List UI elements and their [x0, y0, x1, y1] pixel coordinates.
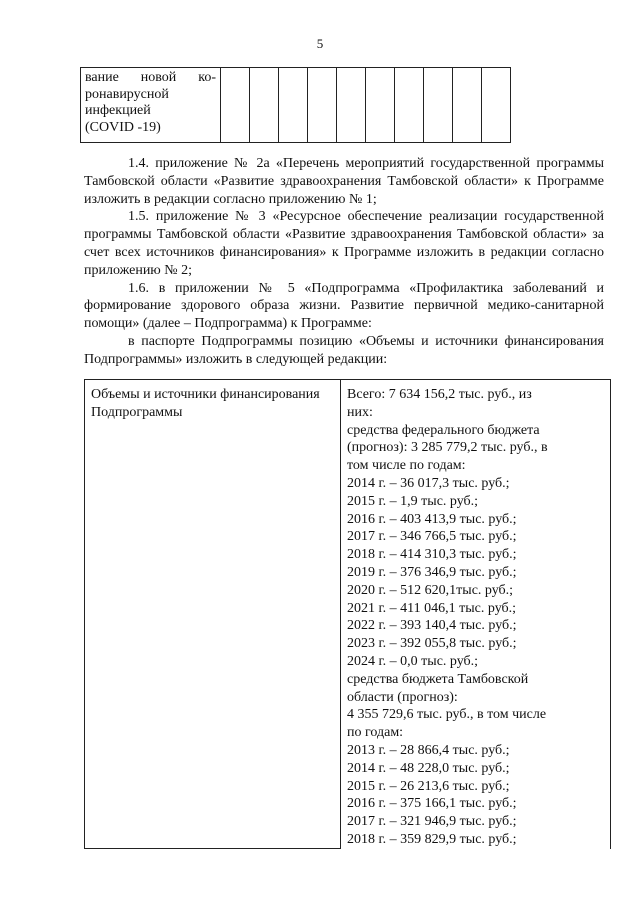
cell-text-line: ронавирусной — [85, 86, 169, 102]
financing-label-cell: Объемы и источники финансирования Подпрограммы — [85, 380, 341, 849]
financing-line: 4 355 729,6 тыс. руб., в том числе — [347, 707, 547, 723]
empty-cell — [424, 68, 453, 143]
financing-line: 2016 г. – 403 413,9 тыс. руб.; — [347, 511, 517, 527]
empty-cell — [279, 68, 308, 143]
financing-line: 2014 г. – 36 017,3 тыс. руб.; — [347, 475, 510, 491]
empty-cell — [395, 68, 424, 143]
financing-line: средства федерального бюджета — [347, 422, 540, 438]
paragraph-1-5: 1.5. приложение № 3 «Ресурсное обеспечение реализации государственной программы Тамбовской области «Развитие здравоохранения Тамбовской области» за счет всех источников финансирования» к Программе изложить в редакции согласно приложению № 2; — [84, 209, 604, 278]
financing-line: 2023 г. – 392 055,8 тыс. руб.; — [347, 636, 517, 652]
financing-line: 2018 г. – 359 829,9 тыс. руб.; — [347, 831, 517, 847]
financing-line: Всего: 7 634 156,2 тыс. руб., из — [347, 387, 532, 402]
body-text — [84, 155, 604, 369]
empty-cell — [453, 68, 482, 143]
empty-cell — [482, 68, 511, 143]
financing-line: том числе по годам: — [347, 458, 466, 474]
empty-cell — [337, 68, 366, 143]
financing-line: 2015 г. – 26 213,6 тыс. руб.; — [347, 778, 510, 794]
financing-line: 2016 г. – 375 166,1 тыс. руб.; — [347, 796, 517, 812]
cell-text-line: вание новой ко- — [85, 70, 216, 85]
paragraph-1-4: 1.4. приложение № 2а «Перечень мероприятий государственной программы Тамбовской области «Развитие здравоохранения Тамбовской области» к Программе изложить в редакции согласно приложению № 1; — [84, 156, 604, 207]
financing-line: 2018 г. – 414 310,3 тыс. руб.; — [347, 547, 517, 563]
financing-line: 2013 г. – 28 866,4 тыс. руб.; — [347, 742, 510, 758]
financing-line: 2017 г. – 321 946,9 тыс. руб.; — [347, 814, 517, 830]
continued-measures-table — [80, 67, 511, 143]
financing-values-cell — [341, 380, 611, 849]
empty-cell — [250, 68, 279, 143]
cell-text-line: инфекцией — [85, 103, 151, 118]
financing-line: 2014 г. – 48 228,0 тыс. руб.; — [347, 760, 510, 776]
paragraph-1-6: 1.6. в приложении № 5 «Подпрограмма «Профилактика заболеваний и формирование здорового образа жизни. Развитие первичной медико-санитарной помощи» (далее – Подпрограмма) к Программе: — [84, 280, 604, 332]
empty-cell — [221, 68, 250, 143]
cell-text-line: (COVID -19) — [85, 119, 161, 135]
financing-line: по годам: — [347, 725, 404, 741]
financing-line: 2021 г. – 411 046,1 тыс. руб.; — [347, 600, 517, 616]
page-number: 5 — [316, 36, 324, 51]
financing-line: 2020 г. – 512 620,1тыс. руб.; — [347, 582, 514, 598]
empty-cell — [366, 68, 395, 143]
financing-line: 2022 г. – 393 140,4 тыс. руб.; — [347, 618, 517, 634]
financing-line: 2024 г. – 0,0 тыс. руб.; — [347, 653, 479, 669]
financing-line: средства бюджета Тамбовской — [347, 671, 529, 687]
empty-cell — [308, 68, 337, 143]
financing-line: 2015 г. – 1,9 тыс. руб.; — [347, 493, 479, 509]
financing-table — [84, 379, 611, 849]
paragraph-passport: в паспорте Подпрограммы позицию «Объемы и источники финансирования Подпрограммы» изложить в следующей редакции: — [84, 333, 604, 367]
financing-line: 2017 г. – 346 766,5 тыс. руб.; — [347, 529, 517, 545]
financing-line: них: — [347, 404, 373, 420]
measure-name-cell — [81, 68, 221, 143]
financing-line: 2019 г. – 376 346,9 тыс. руб.; — [347, 564, 517, 580]
table-row — [81, 68, 511, 143]
financing-line: (прогноз): 3 285 779,2 тыс. руб., в — [347, 440, 548, 456]
financing-line: области (прогноз): — [347, 689, 458, 705]
table-row — [85, 380, 611, 849]
